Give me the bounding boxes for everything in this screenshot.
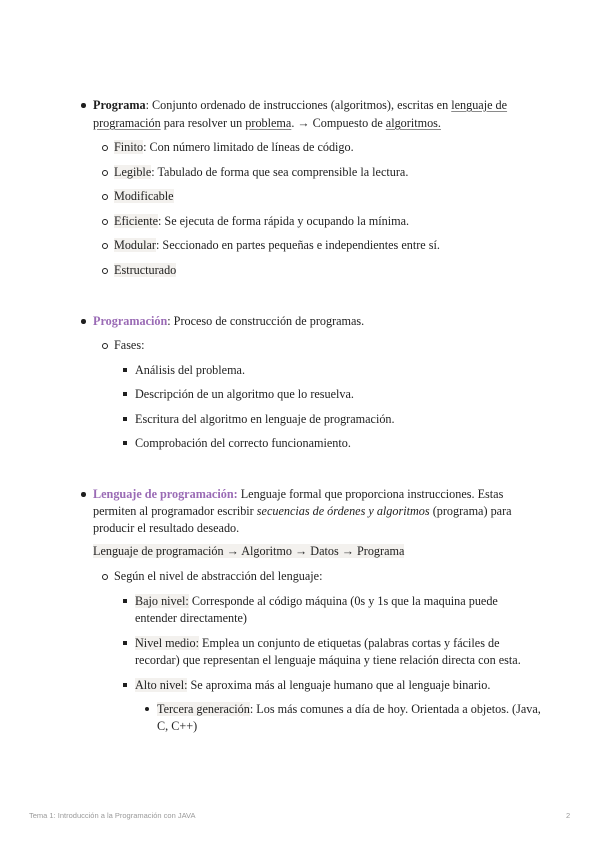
fases-label: Fases: — [114, 338, 145, 352]
tercera-generacion-line2: C, C++) — [157, 719, 198, 733]
fase-item: Comprobación del correcto funcionamiento. — [135, 436, 351, 450]
programa-term: Programa — [93, 98, 146, 112]
bajo-nivel-line1: Bajo nivel: Corresponde al código máquina (0s y 1s que la maquina puede — [135, 594, 498, 608]
programacion-definition: Programación: Proceso de construcción de programas. — [93, 314, 365, 328]
link-programacion[interactable]: programación — [93, 116, 161, 130]
alto-nivel-line1: Alto nivel: Se aproxima más al lenguaje humano que al lenguaje binario. — [135, 678, 491, 692]
bajo-nivel-line2: entender directamente) — [135, 611, 247, 625]
programa-item-legible: Legible: Tabulado de forma que sea comprensible la lectura. — [114, 165, 409, 179]
programa-item-estructurado: Estructurado — [114, 263, 177, 277]
lenguaje-definition-line2: permiten al programador escribir secuencias de órdenes y algoritmos (programa) para — [93, 504, 512, 518]
lenguaje-definition-line1: Lenguaje de programación: Lenguaje formal que proporciona instrucciones. Estas — [93, 487, 504, 501]
programa-definition-line2: programación para resolver un problema. → Compuesto de algoritmos. — [93, 116, 441, 130]
programa-item-modular: Modular: Seccionado en partes pequeñas e independientes entre sí. — [114, 238, 440, 252]
link-algoritmos[interactable]: algoritmos. — [385, 116, 441, 130]
footer-title: Tema 1: Introducción a la Programación con JAVA — [29, 811, 196, 820]
medio-nivel-line2: recordar) que representan el lenguaje máquina y tiene relación directa con esta. — [135, 653, 521, 667]
programa-item-modificable: Modificable — [114, 189, 174, 203]
programa-item-eficiente: Eficiente: Se ejecuta de forma rápida y ocupando la mínima. — [114, 214, 410, 228]
fase-item: Análisis del problema. — [135, 363, 246, 377]
programa-item-finito: Finito: Con número limitado de líneas de código. — [114, 140, 354, 154]
page-number: 2 — [566, 811, 571, 820]
lenguaje-chain: Lenguaje de programación → Algoritmo → Datos → Programa — [93, 544, 405, 558]
fase-item: Escritura del algoritmo en lenguaje de programación. — [135, 412, 395, 426]
tercera-generacion-line1: Tercera generación: Los más comunes a día de hoy. Orientada a objetos. (Java, — [157, 702, 541, 716]
nivel-label: Según el nivel de abstracción del lenguaje: — [114, 569, 323, 583]
fase-item: Descripción de un algoritmo que lo resuelva. — [135, 387, 354, 401]
programa-definition: Programa: Conjunto ordenado de instrucciones (algoritmos), escritas en lenguaje de — [93, 98, 508, 112]
medio-nivel-line1: Nivel medio: Emplea un conjunto de etiquetas (palabras cortas y fáciles de — [135, 636, 500, 650]
link-lenguaje[interactable]: lenguaje de — [451, 98, 508, 112]
lenguaje-term: Lenguaje de programación: — [93, 487, 238, 501]
programacion-term: Programación — [93, 314, 168, 328]
lenguaje-definition-line3: producir el resultado deseado. — [93, 521, 240, 535]
link-problema[interactable]: problema — [245, 116, 292, 130]
